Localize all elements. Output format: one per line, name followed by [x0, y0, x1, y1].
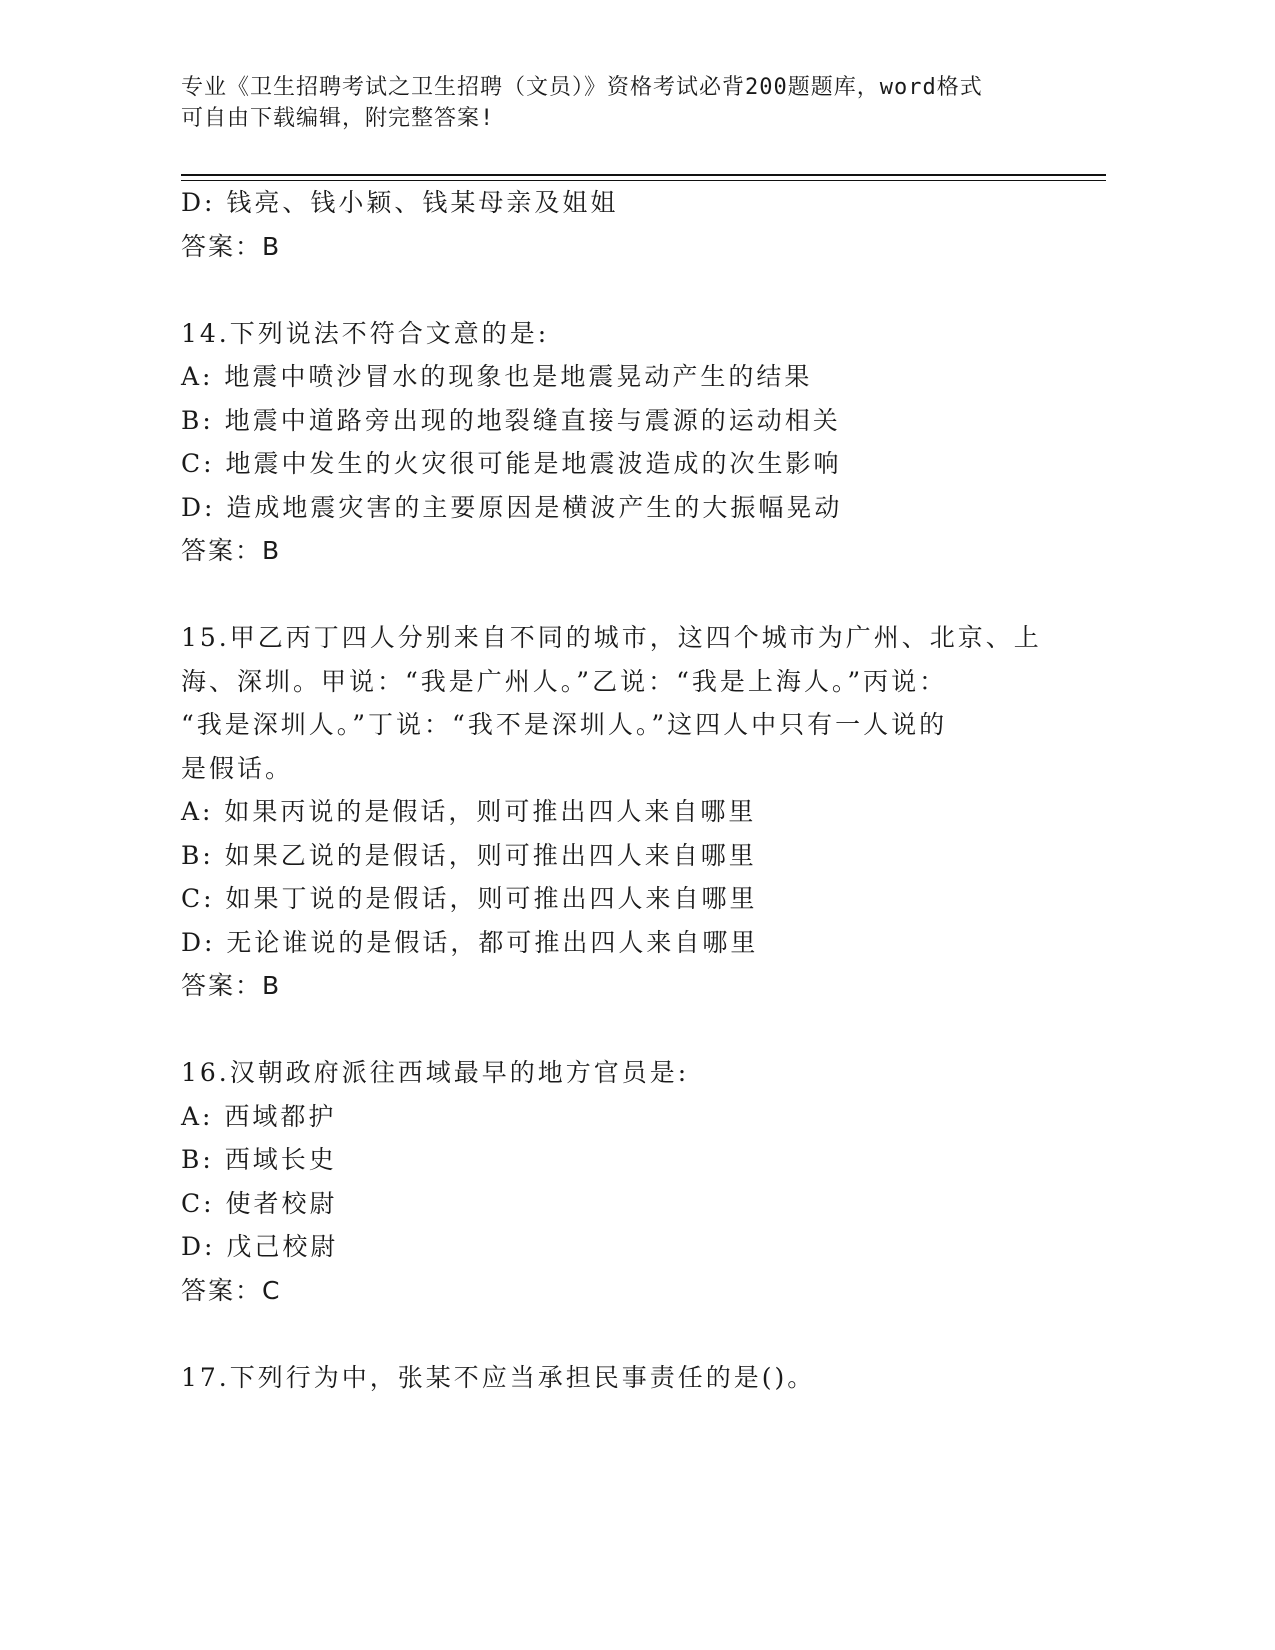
- option-b: B: 地震中道路旁出现的地裂缝直接与震源的运动相关: [181, 405, 841, 435]
- header-title-line-2: 可自由下载编辑，附完整答案!: [181, 106, 495, 131]
- question-stem-line-1: 15.甲乙丙丁四人分别来自不同的城市，这四个城市为广州、北京、上: [181, 623, 1042, 652]
- option-a: A: 西域都护: [181, 1101, 337, 1131]
- option-c: C: 如果丁说的是假话，则可推出四人来自哪里: [181, 884, 758, 913]
- spacer: [181, 1008, 1061, 1052]
- question-stem-line-3: “我是深圳人。”丁说：“我不是深圳人。”这四人中只有一人说的: [181, 710, 948, 739]
- question-stem: 17.下列行为中，张某不应当承担民事责任的是()。: [181, 1362, 816, 1392]
- question-stem: 16.汉朝政府派往西域最早的地方官员是:: [181, 1058, 690, 1087]
- question-15: [181, 616, 1061, 1008]
- answer: 答案：B: [181, 536, 282, 565]
- question-stem: 14.下列说法不符合文意的是:: [181, 318, 550, 348]
- question-14: [181, 312, 1061, 573]
- option-a: A: 如果丙说的是假话，则可推出四人来自哪里: [181, 797, 757, 826]
- option-c: C: 使者校尉: [181, 1188, 338, 1218]
- prev-answer: 答案：B: [181, 231, 282, 261]
- question-17: [181, 1356, 1061, 1400]
- answer: 答案：B: [181, 971, 282, 1000]
- option-d: D: 无论谁说的是假话，都可推出四人来自哪里: [181, 927, 759, 957]
- option-a: A: 地震中喷沙冒水的现象也是地震晃动产生的结果: [181, 362, 813, 391]
- option-b: B: 如果乙说的是假话，则可推出四人来自哪里: [181, 840, 757, 870]
- spacer: [181, 268, 1061, 312]
- option-d: D: 造成地震灾害的主要原因是横波产生的大振幅晃动: [181, 492, 843, 522]
- answer: 答案：C: [181, 1275, 282, 1305]
- page-header: [181, 72, 1041, 134]
- question-stem-line-2: 海、深圳。甲说：“我是广州人。”乙说：“我是上海人。”丙说：: [181, 666, 948, 696]
- question-stem-line-4: 是假话。: [181, 753, 294, 783]
- header-divider-thick: [181, 174, 1106, 176]
- spacer: [181, 1312, 1061, 1356]
- header-title-line-1: 专业《卫生招聘考试之卫生招聘（文员）》资格考试必背200题题库，word格式: [181, 75, 983, 100]
- spacer: [181, 573, 1061, 617]
- prev-option-d: D: 钱亮、钱小颖、钱某母亲及姐姐: [181, 188, 619, 217]
- option-d: D: 戊己校尉: [181, 1232, 339, 1261]
- question-16: [181, 1051, 1061, 1312]
- question-list: [181, 181, 1061, 1399]
- option-c: C: 地震中发生的火灾很可能是地震波造成的次生影响: [181, 449, 842, 478]
- option-b: B: 西域长史: [181, 1145, 337, 1174]
